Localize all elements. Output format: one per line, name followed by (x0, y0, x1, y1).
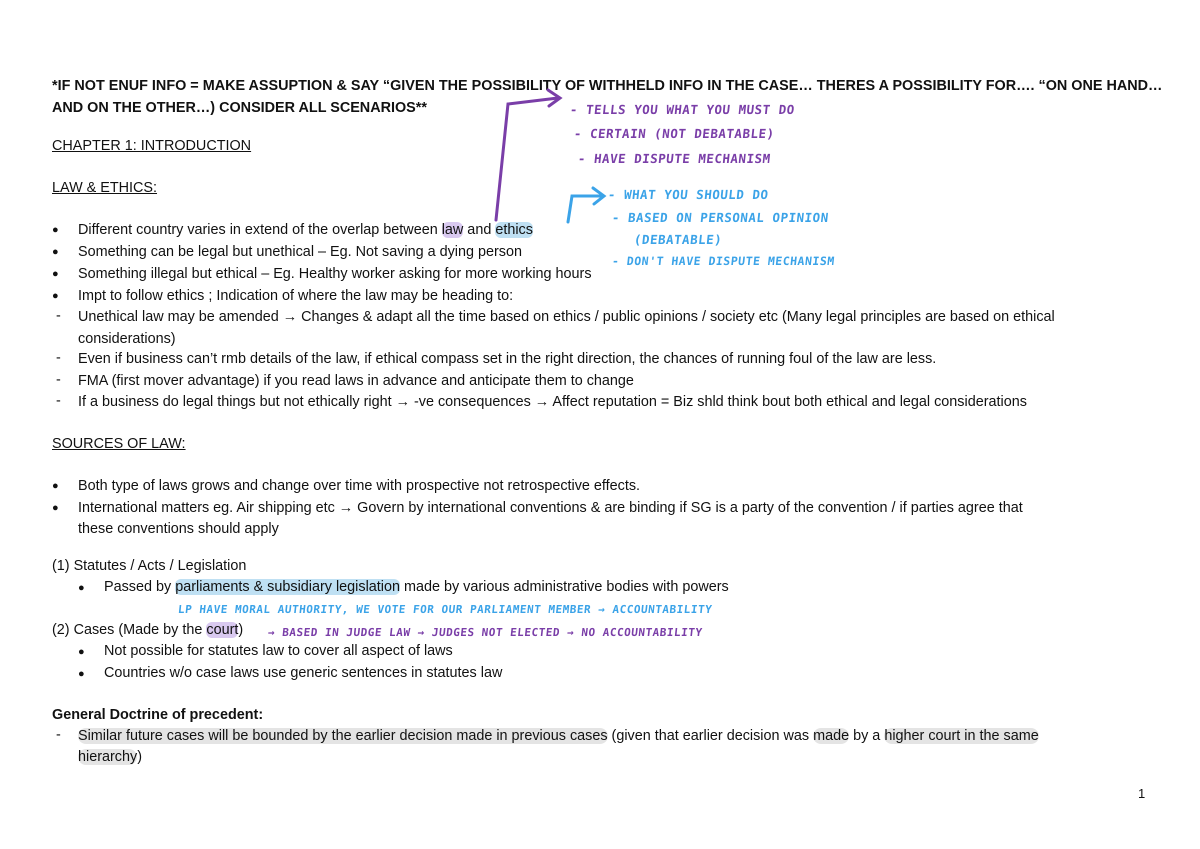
dash-marker: - (56, 308, 61, 324)
text-fragment: (given that earlier decision was (607, 728, 814, 744)
bullet-dot: ● (78, 668, 85, 680)
sources-bullet-1: Both type of laws grows and change over time with prospective not retrospective effects. (78, 478, 641, 494)
highlighted-text: higher court in the same (884, 728, 1039, 744)
law-ethics-dash-3: FMA (first mover advantage) if you read laws in advance and anticipate them to change (78, 373, 634, 389)
handwritten-law-note-1: - TELLS YOU WHAT YOU MUST DO (569, 102, 796, 117)
bullet-dot: ● (52, 290, 59, 302)
header-note-line-1: *IF NOT ENUF INFO = MAKE ASSUPTION & SAY “GIVEN THE POSSIBILITY OF WITHHELD INFO IN THE CASE… THERES A POSSIBILITY FOR…. “ON ONE HAND… (52, 78, 1163, 94)
dash-marker: - (56, 727, 61, 743)
highlighted-text: court (206, 622, 239, 638)
law-ethics-heading: LAW & ETHICS: (52, 180, 158, 196)
dash-marker: - (56, 350, 61, 366)
doctrine-heading: General Doctrine of precedent: (52, 707, 264, 723)
highlighted-text: hierarchy (78, 749, 138, 765)
header-note-line-2: AND ON THE OTHER…) CONSIDER ALL SCENARIOS** (52, 100, 427, 116)
handwritten-court-note: → BASED IN JUDGE LAW → JUDGES NOT ELECTED → NO ACCOUNTABILITY (267, 626, 704, 639)
handwritten-ethics-note-3: (DEBATABLE) (633, 232, 724, 247)
sources-bullet-2: International matters eg. Air shipping etc → Govern by international conventions & are binding if SG is a party of the convention / if parties agree that (78, 500, 1023, 516)
text-fragment: ) (137, 749, 142, 765)
bullet-dot: ● (52, 480, 59, 492)
text-fragment: (2) Cases (Made by the (52, 622, 207, 638)
text-fragment: by a (849, 728, 885, 744)
law-ethics-bullet-3: Something illegal but ethical – Eg. Healthy worker asking for more working hours (78, 266, 592, 282)
handwritten-ethics-note-1: - WHAT YOU SHOULD DO (607, 187, 770, 202)
text-fragment: ) (238, 622, 244, 638)
law-ethics-bullet-2: Something can be legal but unethical – Eg. Not saving a dying person (78, 244, 523, 260)
law-ethics-dash-1-cont: considerations) (78, 331, 176, 347)
bullet-dot: ● (78, 582, 85, 594)
law-ethics-dash-2: Even if business can’t rmb details of the law, if ethical compass set in the right direction, the chances of running foul of the law are less. (78, 351, 937, 367)
bullet-dot: ● (52, 502, 59, 514)
highlighted-text: made (813, 728, 850, 744)
law-ethics-bullet-4: Impt to follow ethics ; Indication of where the law may be heading to: (78, 288, 514, 304)
source-item-2-bullet-2: Countries w/o case laws use generic sentences in statutes law (104, 665, 503, 681)
handwritten-law-note-3: - HAVE DISPUTE MECHANISM (577, 151, 772, 166)
handwritten-law-note-2: - CERTAIN (NOT DEBATABLE) (573, 126, 776, 141)
bullet-dot: ● (52, 224, 59, 236)
highlighted-text: parliaments & subsidiary legislation (175, 579, 400, 595)
law-ethics-dash-1: Unethical law may be amended → Changes & adapt all the time based on ethics / public opinions / society etc (Many legal principles are based on ethical (78, 309, 1055, 325)
law-ethics-dash-4: If a business do legal things but not ethically right → -ve consequences → Affect reputation = Biz shld think bout both ethical and legal considerations (78, 394, 1027, 410)
page-number: 1 (1138, 786, 1146, 801)
text-fragment: made by various administrative bodies with powers (399, 579, 729, 595)
handwritten-ethics-note-4: - DON'T HAVE DISPUTE MECHANISM (611, 254, 836, 268)
handwritten-ethics-note-2: - BASED ON PERSONAL OPINION (611, 210, 830, 225)
dash-marker: - (56, 393, 61, 409)
chapter-title: CHAPTER 1: INTRODUCTION (52, 138, 252, 154)
bullet-dot: ● (52, 268, 59, 280)
sources-heading: SOURCES OF LAW: (52, 436, 186, 452)
law-ethics-bullet-1: Different country varies in extend of the overlap between law and ethics (78, 222, 533, 238)
source-item-1: (1) Statutes / Acts / Legislation (52, 558, 247, 574)
law-arrow (496, 98, 558, 220)
source-item-2-bullet-1: Not possible for statutes law to cover all aspect of laws (104, 643, 453, 659)
highlighted-text: Similar future cases will be bounded by the earlier decision made in previous cases (78, 728, 608, 744)
sources-bullet-2-cont: these conventions should apply (78, 521, 279, 537)
bullet-dot: ● (78, 646, 85, 658)
bullet-dot: ● (52, 246, 59, 258)
text-fragment: Passed by (104, 579, 176, 595)
handwritten-parliament-note: LP HAVE MORAL AUTHORITY, WE VOTE FOR OUR PARLIAMENT MEMBER → ACCOUNTABILITY (177, 603, 713, 616)
dash-marker: - (56, 372, 61, 388)
